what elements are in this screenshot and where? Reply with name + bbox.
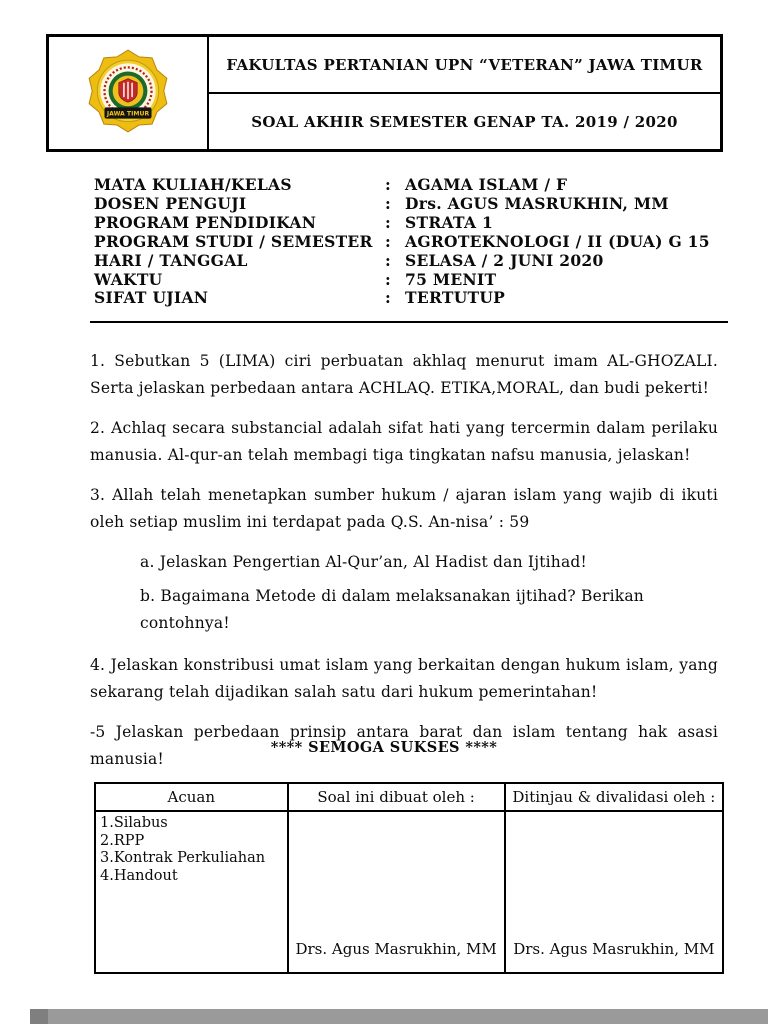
- header-acuan: Acuan: [95, 783, 288, 811]
- scan-edge-artifact: [30, 1009, 768, 1024]
- meta-colon: :: [385, 175, 392, 194]
- acuan-list: [96, 812, 287, 885]
- question-4: 4. Jelaskan konstribusi umat islam yang berkaitan dengan hukum islam, yang sekarang telah dijadikan salah satu dari hukum pemerintahan!: [90, 656, 718, 701]
- acuan-item: 4.Handout: [100, 867, 178, 884]
- meta-colon: :: [385, 288, 392, 308]
- meta-value: TERTUTUP: [405, 288, 506, 308]
- meta-colon: :: [385, 250, 392, 270]
- meta-label: HARI / TANGGAL: [94, 250, 248, 270]
- question-3a: a. Jelaskan Pengertian Al-Qur’an, Al Hadist dan Ijtihad!: [140, 553, 587, 571]
- question-5: -5 Jelaskan perbedaan prinsip antara barat dan islam tentang hak asasi manusia!: [90, 723, 718, 768]
- question-3b: b. Bagaimana Metode di dalam melaksanakan ijtihad? Berikan contohnya!: [140, 587, 644, 632]
- header-validated-by: Ditinjau & divalidasi oleh :: [505, 783, 723, 811]
- header-table: [46, 34, 723, 152]
- meta-value: 75 MENIT: [405, 269, 497, 289]
- validated-by-name: Drs. Agus Masrukhin, MM: [513, 940, 715, 958]
- meta-label: MATA KULIAH/KELAS: [94, 175, 292, 194]
- header-created-by: Soal ini dibuat oleh :: [288, 783, 505, 811]
- meta-label: SIFAT UJIAN: [94, 288, 209, 308]
- meta-label: WAKTU: [94, 269, 163, 289]
- meta-row-study-semester: [94, 233, 728, 252]
- question-2: 2. Achlaq secara substancial adalah sifat hati yang tercermin dalam perilaku manusia. Al-qur-an telah membagi tiga tingkatan nafsu manusia, jelaskan!: [90, 419, 718, 464]
- logo-banner-text: JAWA TIMUR: [106, 110, 150, 118]
- acuan-item: 1.Silabus: [100, 815, 168, 831]
- meta-row-exam-type: [94, 289, 728, 308]
- meta-row-course: [94, 176, 728, 195]
- meta-row-lecturer: [94, 195, 728, 214]
- validation-table: [94, 782, 724, 974]
- created-by-name: Drs. Agus Masrukhin, MM: [295, 940, 497, 958]
- closing-message: **** SEMOGA SUKSES ****: [270, 739, 498, 756]
- meta-label: PROGRAM PENDIDIKAN: [94, 212, 317, 232]
- scan-edge-artifact-dark: [30, 1009, 48, 1024]
- meta-row-duration: [94, 271, 728, 290]
- validation-table-body-row: [95, 811, 723, 973]
- meta-colon: :: [385, 231, 392, 251]
- question-list: [90, 348, 718, 786]
- validated-by-cell: [505, 811, 723, 973]
- upn-veteran-logo-icon: [84, 48, 172, 138]
- validation-table-header-row: [95, 783, 723, 811]
- meta-colon: :: [385, 212, 392, 232]
- acuan-item: 2.RPP: [100, 832, 145, 849]
- meta-colon: :: [385, 269, 392, 289]
- meta-value: AGAMA ISLAM / F: [405, 175, 568, 194]
- header-title-cell: [209, 37, 720, 149]
- meta-row-day-date: [94, 252, 728, 271]
- faculty-title: FAKULTAS PERTANIAN UPN “VETERAN” JAWA TIMUR: [209, 37, 720, 94]
- meta-value: Drs. AGUS MASRUKHIN, MM: [405, 193, 669, 213]
- separator-line: [90, 321, 728, 323]
- meta-value: AGROTEKNOLOGI / II (DUA) G 15: [405, 231, 710, 251]
- acuan-cell: [95, 811, 288, 973]
- logo-cell: [49, 37, 209, 149]
- created-by-cell: [288, 811, 505, 973]
- meta-value: STRATA 1: [405, 212, 494, 232]
- question-1: 1. Sebutkan 5 (LIMA) ciri perbuatan akhlaq menurut imam AL-GHOZALI. Serta jelaskan perbedaan antara ACHLAQ. ETIKA,MORAL, dan budi pekerti!: [90, 352, 718, 397]
- meta-row-program: [94, 214, 728, 233]
- question-3: 3. Allah telah menetapkan sumber hukum / ajaran islam yang wajib di ikuti oleh setiap muslim ini terdapat pada Q.S. An-nisa’ : 59: [90, 486, 718, 531]
- meta-value: SELASA / 2 JUNI 2020: [405, 250, 604, 270]
- exam-metadata: [94, 176, 728, 308]
- acuan-item: 3.Kontrak Perkuliahan: [100, 850, 266, 866]
- meta-colon: :: [385, 193, 392, 213]
- exam-title: SOAL AKHIR SEMESTER GENAP TA. 2019 / 2020: [251, 112, 678, 131]
- meta-label: PROGRAM STUDI / SEMESTER: [94, 231, 373, 251]
- meta-label: DOSEN PENGUJI: [94, 193, 247, 213]
